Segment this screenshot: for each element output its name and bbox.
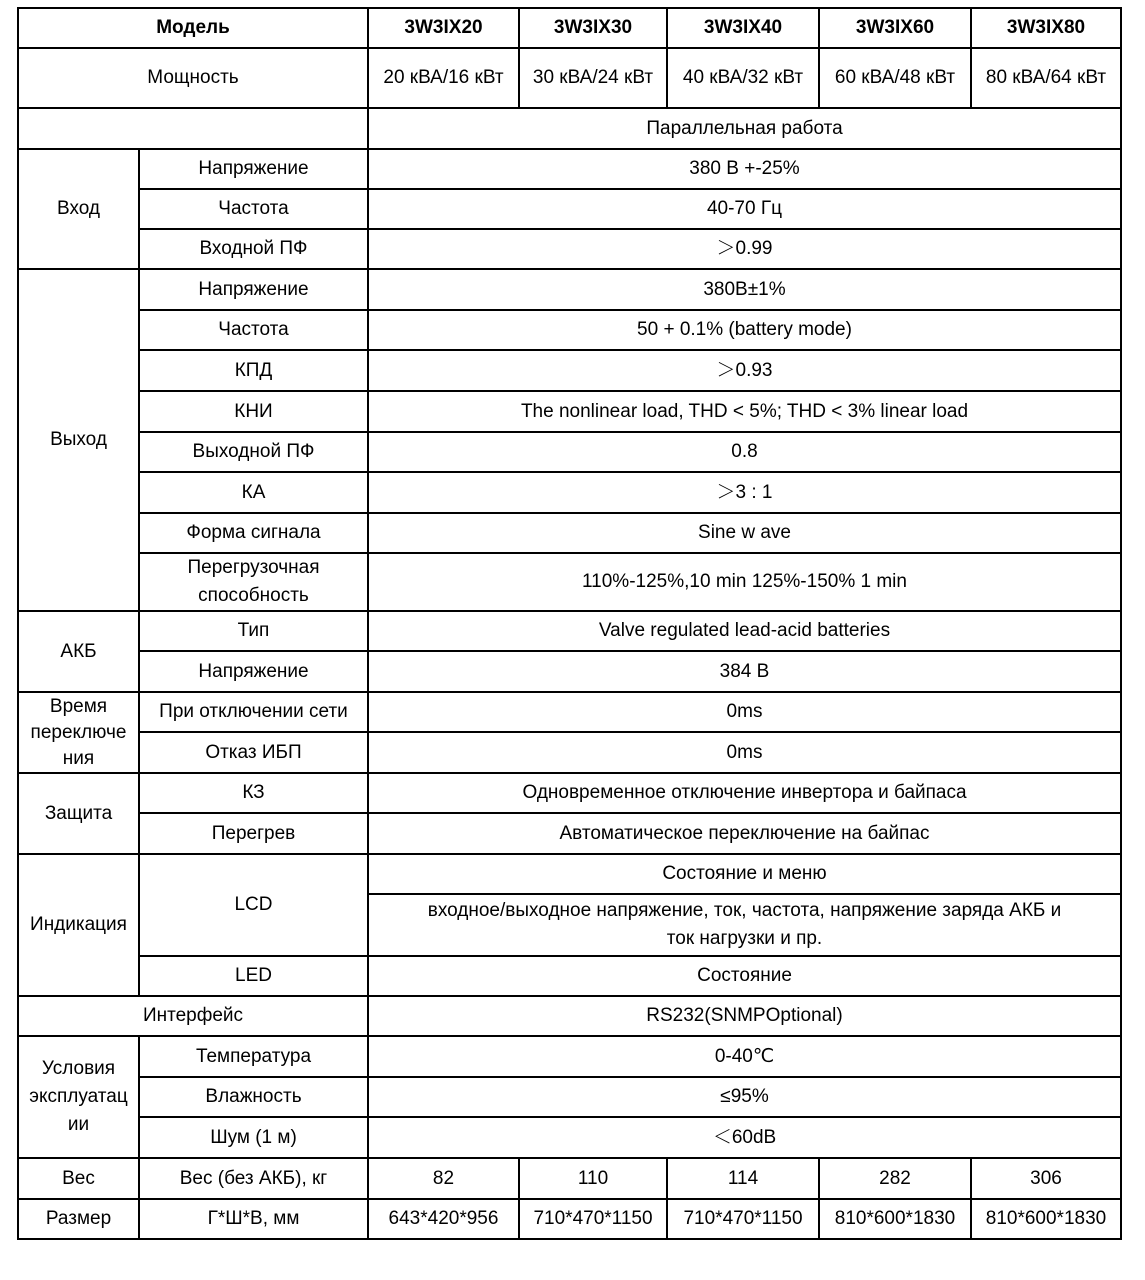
env-temp-label: Температура xyxy=(139,1036,368,1077)
battery-voltage-value: 384 В xyxy=(368,651,1121,692)
output-group-label: Выход xyxy=(18,269,139,611)
transfer-group-label xyxy=(18,692,139,773)
protection-short-row xyxy=(18,773,1121,813)
model-name: 3W3IX60 xyxy=(819,8,971,48)
spec-table xyxy=(17,7,1122,1240)
env-noise-label: Шум (1 м) xyxy=(139,1117,368,1158)
input-freq-value: 40-70 Гц xyxy=(368,189,1121,229)
output-freq-label: Частота xyxy=(139,310,368,350)
input-group-label: Вход xyxy=(18,149,139,269)
transfer-mains-value: 0ms xyxy=(368,692,1121,732)
display-lcd-detail-line: входное/выходное напряжение, ток, частота, напряжение заряда АКБ и xyxy=(427,900,1062,921)
input-pf-value: ＞0.99 xyxy=(368,229,1121,269)
power-value: 60 кВА/48 кВт xyxy=(819,48,971,108)
parallel-value: Параллельная работа xyxy=(368,108,1121,149)
protection-heat-value: Автоматическое переключение на байпас xyxy=(368,813,1121,854)
input-voltage-label: Напряжение xyxy=(139,149,368,189)
battery-type-value: Valve regulated lead-acid batteries xyxy=(368,611,1121,651)
display-led-label: LED xyxy=(139,956,368,996)
model-name: 3W3IX20 xyxy=(368,8,519,48)
interface-value: RS232(SNMPOptional) xyxy=(368,996,1121,1036)
env-group-label xyxy=(18,1036,139,1158)
display-lcd-row xyxy=(18,854,1121,894)
output-overload-value: 110%-125%,10 min 125%-150% 1 min xyxy=(368,553,1121,611)
battery-voltage-row xyxy=(18,651,1121,692)
output-voltage-row xyxy=(18,269,1121,310)
battery-voltage-label: Напряжение xyxy=(139,651,368,692)
transfer-group-line: переключе xyxy=(30,721,127,743)
size-row xyxy=(18,1199,1121,1239)
output-thd-row xyxy=(18,391,1121,432)
display-led-value: Состояние xyxy=(368,956,1121,996)
power-value: 20 кВА/16 кВт xyxy=(368,48,519,108)
size-value: 810*600*1830 xyxy=(819,1199,971,1239)
protection-heat-label: Перегрев xyxy=(139,813,368,854)
weight-value: 114 xyxy=(667,1158,819,1199)
transfer-fail-label: Отказ ИБП xyxy=(139,732,368,773)
transfer-mains-row xyxy=(18,692,1121,732)
protection-group-label: Защита xyxy=(18,773,139,854)
output-voltage-label: Напряжение xyxy=(139,269,368,310)
model-name: 3W3IX40 xyxy=(667,8,819,48)
env-group-line: Условия xyxy=(41,1058,116,1079)
parallel-label-empty xyxy=(18,108,368,149)
model-name: 3W3IX30 xyxy=(519,8,667,48)
output-overload-label xyxy=(139,553,368,611)
output-eff-row xyxy=(18,350,1121,391)
display-lcd-detail xyxy=(368,894,1121,956)
output-pf-value: 0.8 xyxy=(368,432,1121,472)
output-cf-value: ＞3 : 1 xyxy=(368,472,1121,513)
transfer-group-line: Время xyxy=(49,695,108,717)
weight-value: 82 xyxy=(368,1158,519,1199)
transfer-fail-row xyxy=(18,732,1121,773)
output-freq-value: 50 + 0.1% (battery mode) xyxy=(368,310,1121,350)
protection-heat-row xyxy=(18,813,1121,854)
battery-group-label: АКБ xyxy=(18,611,139,692)
env-hum-label: Влажность xyxy=(139,1077,368,1117)
display-lcd-value: Состояние и меню xyxy=(368,854,1121,894)
power-value: 30 кВА/24 кВт xyxy=(519,48,667,108)
size-group-label: Размер xyxy=(18,1199,139,1239)
output-freq-row xyxy=(18,310,1121,350)
output-eff-value: ＞0.93 xyxy=(368,350,1121,391)
output-eff-label: КПД xyxy=(139,350,368,391)
weight-value: 306 xyxy=(971,1158,1121,1199)
interface-row xyxy=(18,996,1121,1036)
output-overload-label-line: Перегрузочная xyxy=(187,557,320,578)
weight-row xyxy=(18,1158,1121,1199)
model-label: Модель xyxy=(18,8,368,48)
protection-short-value: Одновременное отключение инвертора и байпаса xyxy=(368,773,1121,813)
power-value: 80 кВА/64 кВт xyxy=(971,48,1121,108)
protection-short-label: КЗ xyxy=(139,773,368,813)
power-row xyxy=(18,48,1121,108)
env-group-line: ии xyxy=(67,1114,90,1135)
power-value: 40 кВА/32 кВт xyxy=(667,48,819,108)
env-noise-row xyxy=(18,1117,1121,1158)
power-label: Мощность xyxy=(18,48,368,108)
input-freq-row xyxy=(18,189,1121,229)
size-label: Г*Ш*В, мм xyxy=(139,1199,368,1239)
header-row xyxy=(18,8,1121,48)
input-voltage-value: 380 В +-25% xyxy=(368,149,1121,189)
display-lcd-detail-line: ток нагрузки и пр. xyxy=(666,928,823,949)
display-group-label: Индикация xyxy=(18,854,139,996)
output-wave-value: Sine w ave xyxy=(368,513,1121,553)
output-wave-label: Форма сигнала xyxy=(139,513,368,553)
output-pf-row xyxy=(18,432,1121,472)
output-overload-label-line: способность xyxy=(198,585,309,606)
size-value: 710*470*1150 xyxy=(667,1199,819,1239)
output-wave-row xyxy=(18,513,1121,553)
env-temp-value: 0-40℃ xyxy=(368,1036,1121,1077)
battery-type-label: Тип xyxy=(139,611,368,651)
input-pf-label: Входной ПФ xyxy=(139,229,368,269)
display-led-row xyxy=(18,956,1121,996)
output-overload-row xyxy=(18,553,1121,611)
output-cf-label: КА xyxy=(139,472,368,513)
size-value: 643*420*956 xyxy=(368,1199,519,1239)
weight-group-label: Вес xyxy=(18,1158,139,1199)
input-freq-label: Частота xyxy=(139,189,368,229)
size-value: 810*600*1830 xyxy=(971,1199,1121,1239)
output-voltage-value: 380В±1% xyxy=(368,269,1121,310)
env-hum-row xyxy=(18,1077,1121,1117)
weight-label: Вес (без АКБ), кг xyxy=(139,1158,368,1199)
input-pf-row xyxy=(18,229,1121,269)
size-value: 710*470*1150 xyxy=(519,1199,667,1239)
interface-label: Интерфейс xyxy=(18,996,368,1036)
weight-value: 282 xyxy=(819,1158,971,1199)
display-lcd-label: LCD xyxy=(139,854,368,956)
weight-value: 110 xyxy=(519,1158,667,1199)
output-cf-row xyxy=(18,472,1121,513)
env-hum-value: ≤95% xyxy=(368,1077,1121,1117)
transfer-fail-value: 0ms xyxy=(368,732,1121,773)
transfer-mains-label: При отключении сети xyxy=(139,692,368,732)
output-thd-value: The nonlinear load, THD < 5%; THD < 3% linear load xyxy=(368,391,1121,432)
output-pf-label: Выходной ПФ xyxy=(139,432,368,472)
parallel-row xyxy=(18,108,1121,149)
env-group-line: эксплуатац xyxy=(29,1086,128,1107)
input-voltage-row xyxy=(18,149,1121,189)
output-thd-label: КНИ xyxy=(139,391,368,432)
model-name: 3W3IX80 xyxy=(971,8,1121,48)
transfer-group-line: ния xyxy=(62,747,95,769)
env-temp-row xyxy=(18,1036,1121,1077)
env-noise-value: ＜60dB xyxy=(368,1117,1121,1158)
battery-type-row xyxy=(18,611,1121,651)
